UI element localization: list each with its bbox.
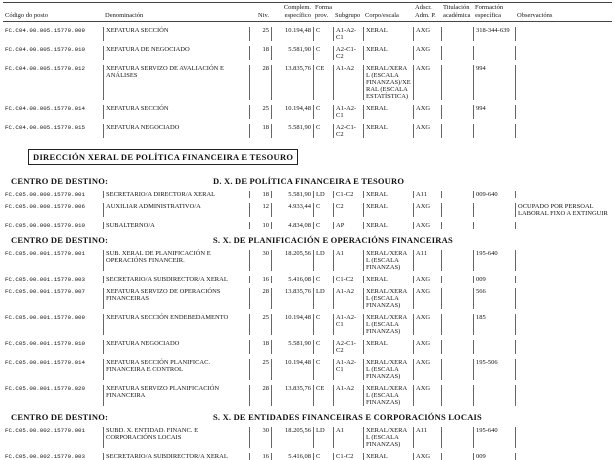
cell-titulacion-academica bbox=[441, 105, 473, 119]
cell-nivel: 25 bbox=[249, 314, 271, 335]
cell-nivel: 25 bbox=[249, 27, 271, 41]
cell-observacions bbox=[515, 250, 612, 271]
centro-destino-heading-1 bbox=[11, 176, 612, 186]
cell-adscricion-adm: A11 bbox=[413, 191, 441, 198]
cell-observacions bbox=[515, 222, 612, 229]
cell-forma-provision: C bbox=[313, 46, 333, 60]
cell-complemento-especifico: 5.416,08 bbox=[271, 276, 313, 283]
cell-codigo: FC.C05.00.001.15770.003 bbox=[5, 276, 86, 283]
cell-nivel: 28 bbox=[249, 385, 271, 406]
table-row bbox=[3, 314, 612, 335]
cell-corpo-escala: XERAL bbox=[363, 27, 413, 41]
cell-nivel: 25 bbox=[249, 105, 271, 119]
cell-formacion-especifica: 195-640 bbox=[473, 250, 515, 271]
column-header-top bbox=[251, 5, 269, 12]
column-header-top bbox=[335, 5, 361, 12]
cell-codigo: FC.C05.00.001.15770.014 bbox=[5, 359, 86, 366]
table-header bbox=[3, 2, 612, 22]
cell-nivel: 25 bbox=[249, 359, 271, 380]
cell-observacions bbox=[515, 453, 612, 460]
cell-adscricion-adm: AXG bbox=[413, 222, 441, 229]
cell-adscricion-adm: A11 bbox=[413, 250, 441, 271]
cell-codigo: FC.C04.00.005.15770.014 bbox=[5, 105, 86, 112]
table-row bbox=[3, 288, 612, 309]
cell-titulacion-academica bbox=[441, 340, 473, 354]
table-row bbox=[3, 453, 612, 460]
cell-nivel: 16 bbox=[249, 453, 271, 460]
table-row bbox=[3, 359, 612, 380]
cell-complemento-especifico: 10.194,48 bbox=[271, 359, 313, 380]
cell-corpo-escala: XERAL bbox=[363, 276, 413, 283]
cell-forma-provision: C bbox=[313, 359, 333, 380]
table-row bbox=[3, 203, 612, 217]
cell-observacions bbox=[515, 359, 612, 380]
cell-codigo: FC.C04.00.005.15770.010 bbox=[5, 46, 86, 53]
cell-nivel: 10 bbox=[249, 222, 271, 229]
cell-forma-provision: C bbox=[313, 314, 333, 335]
cell-nivel: 18 bbox=[249, 340, 271, 354]
cell-formacion-especifica: 994 bbox=[473, 105, 515, 119]
cell-titulacion-academica bbox=[441, 250, 473, 271]
cell-subgrupo: A1-A2 bbox=[333, 385, 363, 406]
table-row bbox=[3, 105, 612, 119]
cell-forma-provision: C bbox=[313, 453, 333, 460]
column-header-codigo bbox=[3, 5, 103, 20]
cell-forma-provision: LD bbox=[313, 191, 333, 198]
cell-observacions bbox=[515, 65, 612, 100]
cell-complemento-especifico: 10.194,48 bbox=[271, 105, 313, 119]
cell-nivel: 12 bbox=[249, 203, 271, 217]
cell-codigo: FC.C05.00.000.15770.010 bbox=[5, 222, 86, 229]
centro-destino-label: CENTRO DE DESTINO: bbox=[11, 235, 109, 245]
cell-titulacion-academica bbox=[441, 46, 473, 60]
cell-adscricion-adm: AXG bbox=[413, 314, 441, 335]
cell-denominacion: SECRETARIO/A SUBDIRECTOR/A XERAL bbox=[103, 453, 249, 460]
cell-adscricion-adm: A11 bbox=[413, 427, 441, 448]
cell-subgrupo: A1-A2-C1 bbox=[333, 27, 363, 41]
cell-observacions bbox=[515, 340, 612, 354]
cell-corpo-escala: XERAL/XERAL (ESCALA FINANZAS) bbox=[363, 288, 413, 309]
cell-titulacion-academica bbox=[441, 203, 473, 217]
cell-denominacion: XEFATURA SERVIZO PLANIFICACIÓN FINANCEIRA bbox=[103, 385, 249, 406]
cell-corpo-escala: XERAL/XERAL (ESCALA FINANZAS)/XERAL (ESCALA ESTATÍSTICA) bbox=[363, 65, 413, 100]
cell-complemento-especifico: 10.194,48 bbox=[271, 27, 313, 41]
column-header-top: Titulación bbox=[443, 4, 470, 11]
cell-complemento-especifico: 5.581,90 bbox=[271, 124, 313, 138]
cell-formacion-especifica: 195-506 bbox=[473, 359, 515, 380]
column-header-top bbox=[365, 5, 411, 12]
column-header-complemento bbox=[271, 4, 313, 19]
cell-adscricion-adm: AXG bbox=[413, 105, 441, 119]
cell-adscricion-adm: AXG bbox=[413, 453, 441, 460]
cell-forma-provision: C bbox=[313, 124, 333, 138]
column-header-top bbox=[517, 5, 610, 12]
column-header-subgrupo bbox=[333, 5, 363, 20]
cell-codigo: FC.C05.00.000.15770.001 bbox=[5, 191, 86, 198]
cell-codigo: FC.C05.00.001.15770.010 bbox=[5, 340, 86, 347]
cell-corpo-escala: XERAL/XERAL (ESCALA FINANZAS) bbox=[363, 359, 413, 380]
cell-adscricion-adm: AXG bbox=[413, 65, 441, 100]
cell-observacions bbox=[515, 427, 612, 448]
table-row bbox=[3, 276, 612, 283]
rows-group-sx-entidades bbox=[3, 427, 612, 460]
cell-corpo-escala: XERAL/XERAL (ESCALA FINANZAS) bbox=[363, 314, 413, 335]
cell-observacions bbox=[515, 191, 612, 198]
column-header-label: Denominación bbox=[105, 11, 144, 19]
cell-forma-provision: C bbox=[313, 340, 333, 354]
column-header-label: prov. bbox=[315, 11, 329, 19]
column-header-adscricion bbox=[413, 4, 441, 19]
cell-formacion-especifica: 195-640 bbox=[473, 427, 515, 448]
cell-codigo: FC.C05.00.001.15770.020 bbox=[5, 385, 86, 392]
table-row bbox=[3, 46, 612, 60]
cell-codigo: FC.C05.00.002.15770.003 bbox=[5, 453, 86, 460]
table-row bbox=[3, 385, 612, 406]
cell-corpo-escala: XERAL bbox=[363, 46, 413, 60]
cell-denominacion: XEFATURA SERVIZO DE AVALIACIÓN E ANÁLISES bbox=[103, 65, 249, 100]
cell-forma-provision: LD bbox=[313, 250, 333, 271]
cell-forma-provision: C bbox=[313, 222, 333, 229]
cell-formacion-especifica: 185 bbox=[473, 314, 515, 335]
cell-forma-provision: C bbox=[313, 203, 333, 217]
table-row bbox=[3, 222, 612, 229]
column-header-label: Observacións bbox=[517, 11, 553, 19]
cell-titulacion-academica bbox=[441, 65, 473, 100]
cell-denominacion: SECRETARIO/A DIRECTOR/A XERAL bbox=[103, 191, 249, 198]
cell-nivel: 30 bbox=[249, 427, 271, 448]
cell-titulacion-academica bbox=[441, 359, 473, 380]
cell-denominacion: XEFATURA NEGOCIADO bbox=[103, 340, 249, 354]
cell-formacion-especifica: 009 bbox=[473, 453, 515, 460]
rows-group-dx-politica-financeira bbox=[3, 191, 612, 229]
column-header-denominacion bbox=[103, 5, 249, 20]
division-heading-box bbox=[28, 149, 298, 165]
cell-forma-provision: C bbox=[313, 27, 333, 41]
cell-corpo-escala: XERAL bbox=[363, 105, 413, 119]
cell-formacion-especifica bbox=[473, 203, 515, 217]
cell-adscricion-adm: AXG bbox=[413, 124, 441, 138]
cell-formacion-especifica bbox=[473, 385, 515, 406]
column-header-top: Adscr. bbox=[415, 4, 432, 11]
cell-observacions bbox=[515, 46, 612, 60]
cell-denominacion: XEFATURA SECCIÓN PLANIFICAC. FINANCEIRA E CONTROL bbox=[103, 359, 249, 380]
cell-denominacion: AUXILIAR ADMINISTRATIVO/A bbox=[103, 203, 249, 217]
centro-destino-label: CENTRO DE DESTINO: bbox=[11, 412, 109, 422]
cell-nivel: 18 bbox=[249, 191, 271, 198]
cell-adscricion-adm: AXG bbox=[413, 385, 441, 406]
cell-codigo: FC.C05.00.001.15770.009 bbox=[5, 314, 86, 321]
cell-nivel: 28 bbox=[249, 288, 271, 309]
cell-corpo-escala: XERAL/XERAL (ESCALA FINANZAS) bbox=[363, 385, 413, 406]
cell-complemento-especifico: 4.834,08 bbox=[271, 222, 313, 229]
cell-denominacion: XEFATURA SECCIÓN bbox=[103, 27, 249, 41]
cell-titulacion-academica bbox=[441, 288, 473, 309]
cell-adscricion-adm: AXG bbox=[413, 359, 441, 380]
cell-complemento-especifico: 13.835,76 bbox=[271, 65, 313, 100]
column-header-label: específica bbox=[475, 11, 501, 19]
cell-corpo-escala: XERAL bbox=[363, 203, 413, 217]
table-row bbox=[3, 27, 612, 41]
cell-forma-provision: C bbox=[313, 105, 333, 119]
column-header-titulacion bbox=[441, 4, 473, 19]
cell-formacion-especifica bbox=[473, 124, 515, 138]
column-header-top bbox=[105, 5, 247, 12]
cell-codigo: FC.C04.00.005.15770.009 bbox=[5, 27, 86, 34]
cell-subgrupo: A2-C1-C2 bbox=[333, 340, 363, 354]
cell-observacions bbox=[515, 276, 612, 283]
cell-complemento-especifico: 4.933,44 bbox=[271, 203, 313, 217]
cell-formacion-especifica: 318-344-639 bbox=[473, 27, 515, 41]
cell-titulacion-academica bbox=[441, 27, 473, 41]
cell-denominacion: XEFATURA SECCIÓN ENDEBEDAMENTO bbox=[103, 314, 249, 335]
cell-observacions bbox=[515, 105, 612, 119]
cell-titulacion-academica bbox=[441, 385, 473, 406]
cell-titulacion-academica bbox=[441, 222, 473, 229]
cell-corpo-escala: XERAL bbox=[363, 222, 413, 229]
cell-formacion-especifica: 994 bbox=[473, 65, 515, 100]
cell-titulacion-academica bbox=[441, 314, 473, 335]
cell-complemento-especifico: 18.205,56 bbox=[271, 427, 313, 448]
cell-corpo-escala: XERAL bbox=[363, 191, 413, 198]
cell-formacion-especifica: 009-640 bbox=[473, 191, 515, 198]
cell-complemento-especifico: 13.835,76 bbox=[271, 385, 313, 406]
table-row bbox=[3, 65, 612, 100]
cell-observacions bbox=[515, 27, 612, 41]
cell-titulacion-academica bbox=[441, 191, 473, 198]
table-row bbox=[3, 340, 612, 354]
centro-destino-heading-3 bbox=[11, 412, 612, 422]
cell-denominacion: XEFATURA SERVIZO DE OPERACIÓNS FINANCEIRAS bbox=[103, 288, 249, 309]
cell-denominacion: SECRETARIO/A SUBDIRECTOR/A XERAL bbox=[103, 276, 249, 283]
cell-codigo: FC.C04.00.005.15770.015 bbox=[5, 124, 86, 131]
cell-denominacion: XEFATURA SECCIÓN bbox=[103, 105, 249, 119]
cell-nivel: 18 bbox=[249, 46, 271, 60]
cell-formacion-especifica: 009 bbox=[473, 276, 515, 283]
column-header-label: Niv. bbox=[258, 11, 269, 19]
cell-titulacion-academica bbox=[441, 276, 473, 283]
column-header-label: Corpo/escala bbox=[365, 11, 399, 19]
cell-corpo-escala: XERAL/XERAL (ESCALA FINANZAS) bbox=[363, 427, 413, 448]
cell-complemento-especifico: 5.581,90 bbox=[271, 191, 313, 198]
cell-observacions bbox=[515, 314, 612, 335]
cell-subgrupo: A1-A2 bbox=[333, 288, 363, 309]
cell-subgrupo: A1-A2-C1 bbox=[333, 314, 363, 335]
table-row bbox=[3, 191, 612, 198]
column-header-label: Subgrupo bbox=[335, 11, 361, 19]
cell-denominacion: XEFATURA NEGOCIADO bbox=[103, 124, 249, 138]
cell-adscricion-adm: AXG bbox=[413, 46, 441, 60]
cell-codigo: FC.C05.00.001.15770.001 bbox=[5, 250, 86, 257]
column-header-top bbox=[5, 5, 101, 12]
cell-complemento-especifico: 10.194,48 bbox=[271, 314, 313, 335]
column-header-label: Código do posto bbox=[5, 11, 48, 19]
column-header-observacions bbox=[515, 5, 612, 20]
cell-complemento-especifico: 5.581,90 bbox=[271, 46, 313, 60]
cell-subgrupo: C1-C2 bbox=[333, 453, 363, 460]
cell-denominacion: SUBD. X. ENTIDAD. FINANC. E CORPORACIÓNS LOCAIS bbox=[103, 427, 249, 448]
cell-subgrupo: AP bbox=[333, 222, 363, 229]
cell-forma-provision: LD bbox=[313, 427, 333, 448]
cell-complemento-especifico: 5.581,90 bbox=[271, 340, 313, 354]
table-row bbox=[3, 250, 612, 271]
cell-titulacion-academica bbox=[441, 427, 473, 448]
cell-subgrupo: C1-C2 bbox=[333, 276, 363, 283]
rows-group-previous-section bbox=[3, 27, 612, 138]
cell-corpo-escala: XERAL/XERAL (ESCALA FINANZAS) bbox=[363, 250, 413, 271]
rows-group-sx-planificacion bbox=[3, 250, 612, 406]
cell-subgrupo: C2 bbox=[333, 203, 363, 217]
cell-formacion-especifica: 566 bbox=[473, 288, 515, 309]
column-header-label: académica bbox=[443, 11, 471, 19]
cell-corpo-escala: XERAL bbox=[363, 340, 413, 354]
column-header-label: específico bbox=[284, 11, 311, 19]
column-header-top: Formación bbox=[475, 4, 504, 11]
cell-adscricion-adm: AXG bbox=[413, 340, 441, 354]
cell-observacions bbox=[515, 124, 612, 138]
cell-codigo: FC.C04.00.005.15770.012 bbox=[5, 65, 86, 72]
cell-forma-provision: CE bbox=[313, 385, 333, 406]
cell-nivel: 16 bbox=[249, 276, 271, 283]
cell-denominacion: SUB. XERAL DE PLANIFICACIÓN E OPERACIÓNS FINANCEIR. bbox=[103, 250, 249, 271]
cell-titulacion-academica bbox=[441, 453, 473, 460]
cell-observacions bbox=[515, 288, 612, 309]
cell-subgrupo: C1-C2 bbox=[333, 191, 363, 198]
division-heading: DIRECCIÓN XERAL DE POLÍTICA FINANCEIRA E TESOURO bbox=[33, 152, 294, 162]
cell-adscricion-adm: AXG bbox=[413, 288, 441, 309]
column-header-label: Adm. P. bbox=[415, 11, 436, 19]
centro-destino-name: S. X. DE ENTIDADES FINANCEIRAS E CORPORACIÓNS LOCAIS bbox=[213, 412, 482, 422]
cell-subgrupo: A2-C1-C2 bbox=[333, 46, 363, 60]
cell-observacions: OCUPADO POR PERSOAL LABORAL FIXO A EXTINGUIR bbox=[515, 203, 612, 217]
cell-complemento-especifico: 13.835,76 bbox=[271, 288, 313, 309]
cell-subgrupo: A1-A2 bbox=[333, 65, 363, 100]
cell-subgrupo: A1 bbox=[333, 250, 363, 271]
cell-formacion-especifica bbox=[473, 340, 515, 354]
cell-denominacion: SUBALTERNO/A bbox=[103, 222, 249, 229]
column-header-formacion bbox=[473, 4, 515, 19]
cell-adscricion-adm: AXG bbox=[413, 27, 441, 41]
cell-adscricion-adm: AXG bbox=[413, 203, 441, 217]
cell-formacion-especifica bbox=[473, 46, 515, 60]
cell-corpo-escala: XERAL bbox=[363, 453, 413, 460]
cell-denominacion: XEFATURA DE NEGOCIADO bbox=[103, 46, 249, 60]
centro-destino-label: CENTRO DE DESTINO: bbox=[11, 176, 109, 186]
cell-nivel: 18 bbox=[249, 124, 271, 138]
column-header-top: Forma bbox=[315, 4, 332, 11]
cell-subgrupo: A2-C1-C2 bbox=[333, 124, 363, 138]
centro-destino-name: S. X. DE PLANIFICACIÓN E OPERACIÓNS FINANCEIRAS bbox=[213, 235, 453, 245]
cell-codigo: FC.C05.00.002.15770.001 bbox=[5, 427, 86, 434]
centro-destino-heading-2 bbox=[11, 235, 612, 245]
table-row bbox=[3, 124, 612, 138]
cell-observacions bbox=[515, 385, 612, 406]
cell-complemento-especifico: 18.205,56 bbox=[271, 250, 313, 271]
cell-subgrupo: A1 bbox=[333, 427, 363, 448]
cell-codigo: FC.C05.00.000.15770.006 bbox=[5, 203, 86, 210]
centro-destino-name: D. X. DE POLÍTICA FINANCEIRA E TESOURO bbox=[213, 176, 405, 186]
cell-formacion-especifica bbox=[473, 222, 515, 229]
cell-forma-provision: CE bbox=[313, 65, 333, 100]
column-header-corpo-escala bbox=[363, 5, 413, 20]
table-row bbox=[3, 427, 612, 448]
cell-nivel: 28 bbox=[249, 65, 271, 100]
cell-corpo-escala: XERAL bbox=[363, 124, 413, 138]
cell-nivel: 30 bbox=[249, 250, 271, 271]
cell-subgrupo: A1-A2-C1 bbox=[333, 105, 363, 119]
cell-complemento-especifico: 5.416,08 bbox=[271, 453, 313, 460]
column-header-nivel bbox=[249, 5, 271, 20]
cell-forma-provision: LD bbox=[313, 288, 333, 309]
cell-adscricion-adm: AXG bbox=[413, 276, 441, 283]
column-header-top: Complem. bbox=[283, 4, 311, 11]
cell-subgrupo: A1-A2-C1 bbox=[333, 359, 363, 380]
column-header-forma-provision bbox=[313, 4, 333, 19]
cell-titulacion-academica bbox=[441, 124, 473, 138]
cell-codigo: FC.C05.00.001.15770.007 bbox=[5, 288, 86, 295]
cell-forma-provision: C bbox=[313, 276, 333, 283]
